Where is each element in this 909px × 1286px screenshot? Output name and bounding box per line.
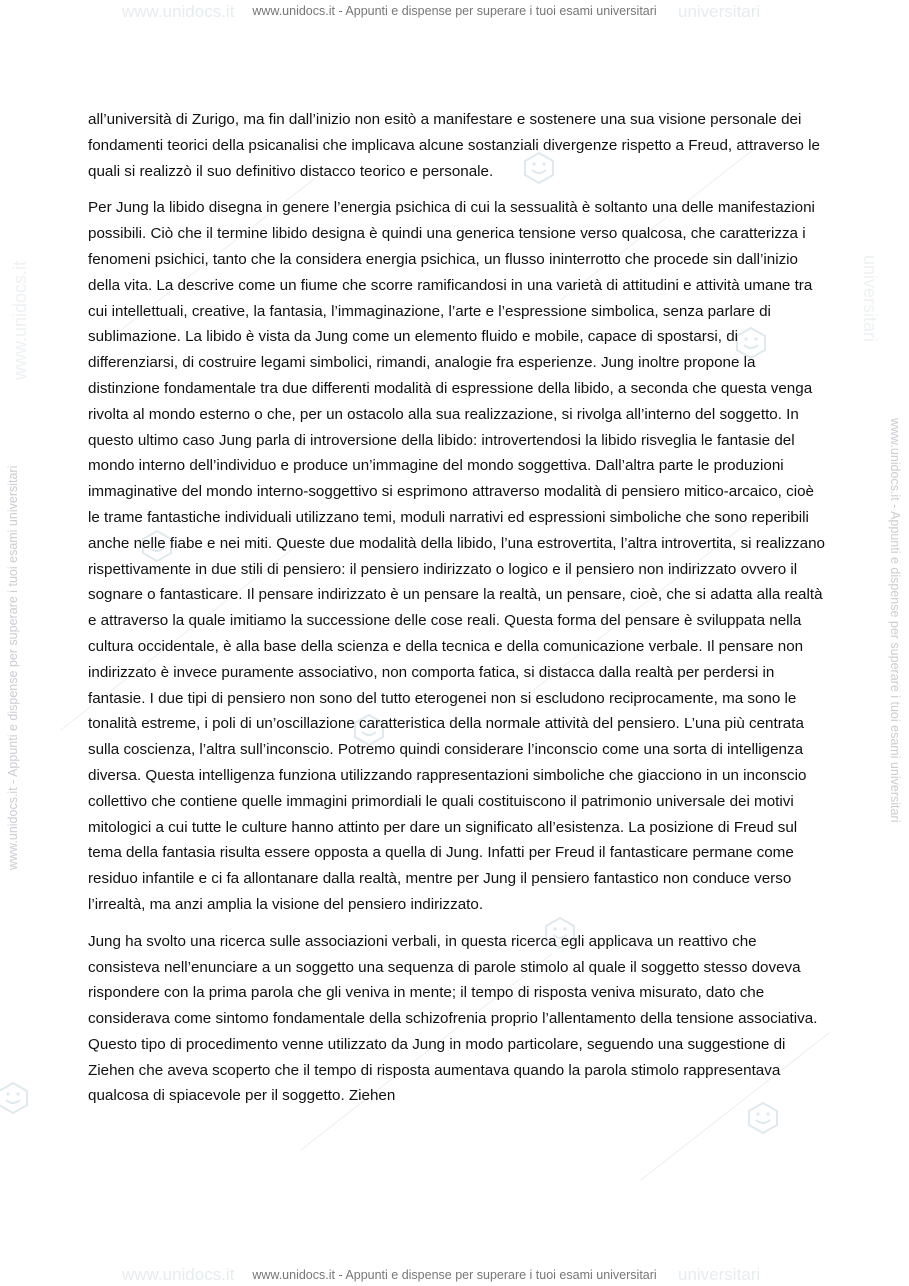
paragraph: Per Jung la libido disegna in genere l’energia psichica di cui la sessualità è soltanto una delle manifestazioni possibili. Ciò che il termine libido designa è quindi una generica tensione verso qualcosa, che caratterizza i fenomeni psichici, tanto che la considera energia psichica, un flusso ininterrotto che procede sin dall’inizio della vita. La descrive come un fiume che scorre ramificandosi in una varietà di attitudini e attività umane tra cui intellettuali, creative, la fantasia, l’immaginazione, l’arte e l’espressione simbolica, senza parlare di sublimazione. La libido è vista da Jung come un elemento fluido e mobile, capace di spostarsi, di differenziarsi, di costruire legami simbolici, rimandi, analogie fra esperienze. Jung inoltre propone la distinzione fondamentale tra due differenti modalità di espressione della libido, a seconda che questa venga rivolta al mondo esterno o che, per un ostacolo alla sua realizzazione, si rivolga all’interno del soggetto. In questo ultimo caso Jung parla di introversione della libido: introvertendosi la libido risveglia le fantasie del mondo interno dell’individuo e produce un’immagine del mondo soggettiva. Dall’altra parte le produzioni immaginative del mondo interno-soggettivo si esprimono attraverso modalità di pensiero mitico-arcaico, cioè le trame fantastiche individuali utilizzano temi, moduli narrativi ed espressioni simboliche che sono reperibili anche nelle fiabe e nei miti. Queste due modalità della libido, l’una estrovertita, l’altra introvertita, si realizzano rispettivamente in due stili di pensiero: il pensiero indirizzato o logico e il pensiero non indirizzato ovvero il sognare o fantasticare. Il pensare indirizzato è un pensare la realtà, un pensare, cioè, che si adatta alla realtà e attraverso la quale imitiamo la successione delle cose reali. Questa forma del pensare è sviluppata nella cultura occidentale, è alla base della scienza e della tecnica e della comunicazione verbale. Il pensare non indirizzato è invece puramente associativo, non comporta fatica, si distacca dalla realtà per perdersi in fantasie. I due tipi di pensiero non sono del tutto eterogenei non si escludono reciprocamente, ma sono le tonalità estreme, i poli di un’oscillazione caratteristica della normale attività del pensiero. L’una più centrata sulla coscienza, l’altra sull’inconscio. Potremo quindi considerare l’inconscio come una sorta di intelligenza diversa. Questa intelligenza funziona utilizzando rappresentazioni simboliche che giacciono in un inconscio collettivo che contiene quelle immagini primordiali le quali costituiscono il patrimonio universale dei motivi mitologici a cui tutte le culture hanno attinto per dare un significato all’esistenza. La posizione di Freud sul tema della fantasia risulta essere opposta a quella di Jung. Infatti per Freud il fantasticare permane come residuo infantile e ci fa allontanare dalla realtà, mentre per Jung il pensiero fantastico non conduce verso l’irrealtà, ma anzi amplia la visione del pensiero indirizzato. xyxy=(88,199,825,913)
paragraph: all’università di Zurigo, ma fin dall’inizio non esitò a manifestare e sostenere una sua visione personale dei fondamenti teorici della psicanalisi che implicava alcune sostanziali divergenze rispetto a Freud, attraverso le quali si realizzò il suo definitivo distacco teorico e personale. xyxy=(88,111,820,180)
header-ghost-watermark-right: universitari xyxy=(678,2,761,21)
paragraph: Jung ha svolto una ricerca sulle associazioni verbali, in questa ricerca egli applicava un reattivo che consisteva nell’enunciare a un soggetto una sequenza di parole stimolo al quale il soggetto stesso doveva rispondere con la prima parola che gli veniva in mente; il tempo di risposta veniva misurato, dato che considerava come sintomo fondamentale della schizofrenia proprio l’allentamento della tensione associativa. Questo tipo di procedimento venne utilizzato da Jung in modo particolare, seguendo una suggestione di Ziehen che aveva scoperto che il tempo di risposta aumentava quando la parola stimolo rappresentava qualcosa di spiacevole per il soggetto. Ziehen xyxy=(88,932,818,1105)
header-watermark: www.unidocs.it - Appunti e dispense per superare i tuoi esami universitari xyxy=(252,4,657,18)
right-ghost-watermark: universitari xyxy=(860,255,880,343)
footer-ghost-watermark-right: universitari xyxy=(678,1265,761,1284)
unidocs-smiley-icon xyxy=(0,1080,30,1114)
left-ghost-watermark: www.unidocs.it xyxy=(10,260,30,380)
footer-ghost-watermark-left: www.unidocs.it xyxy=(122,1265,235,1284)
right-side-watermark: www.unidocs.it - Appunti e dispense per superare i tuoi esami universitari xyxy=(888,418,902,823)
left-side-watermark: www.unidocs.it - Appunti e dispense per superare i tuoi esami universitari xyxy=(6,465,20,870)
footer-watermark: www.unidocs.it - Appunti e dispense per superare i tuoi esami universitari xyxy=(252,1268,657,1282)
header-ghost-watermark-left: www.unidocs.it xyxy=(122,2,235,21)
document-body xyxy=(88,107,828,1120)
